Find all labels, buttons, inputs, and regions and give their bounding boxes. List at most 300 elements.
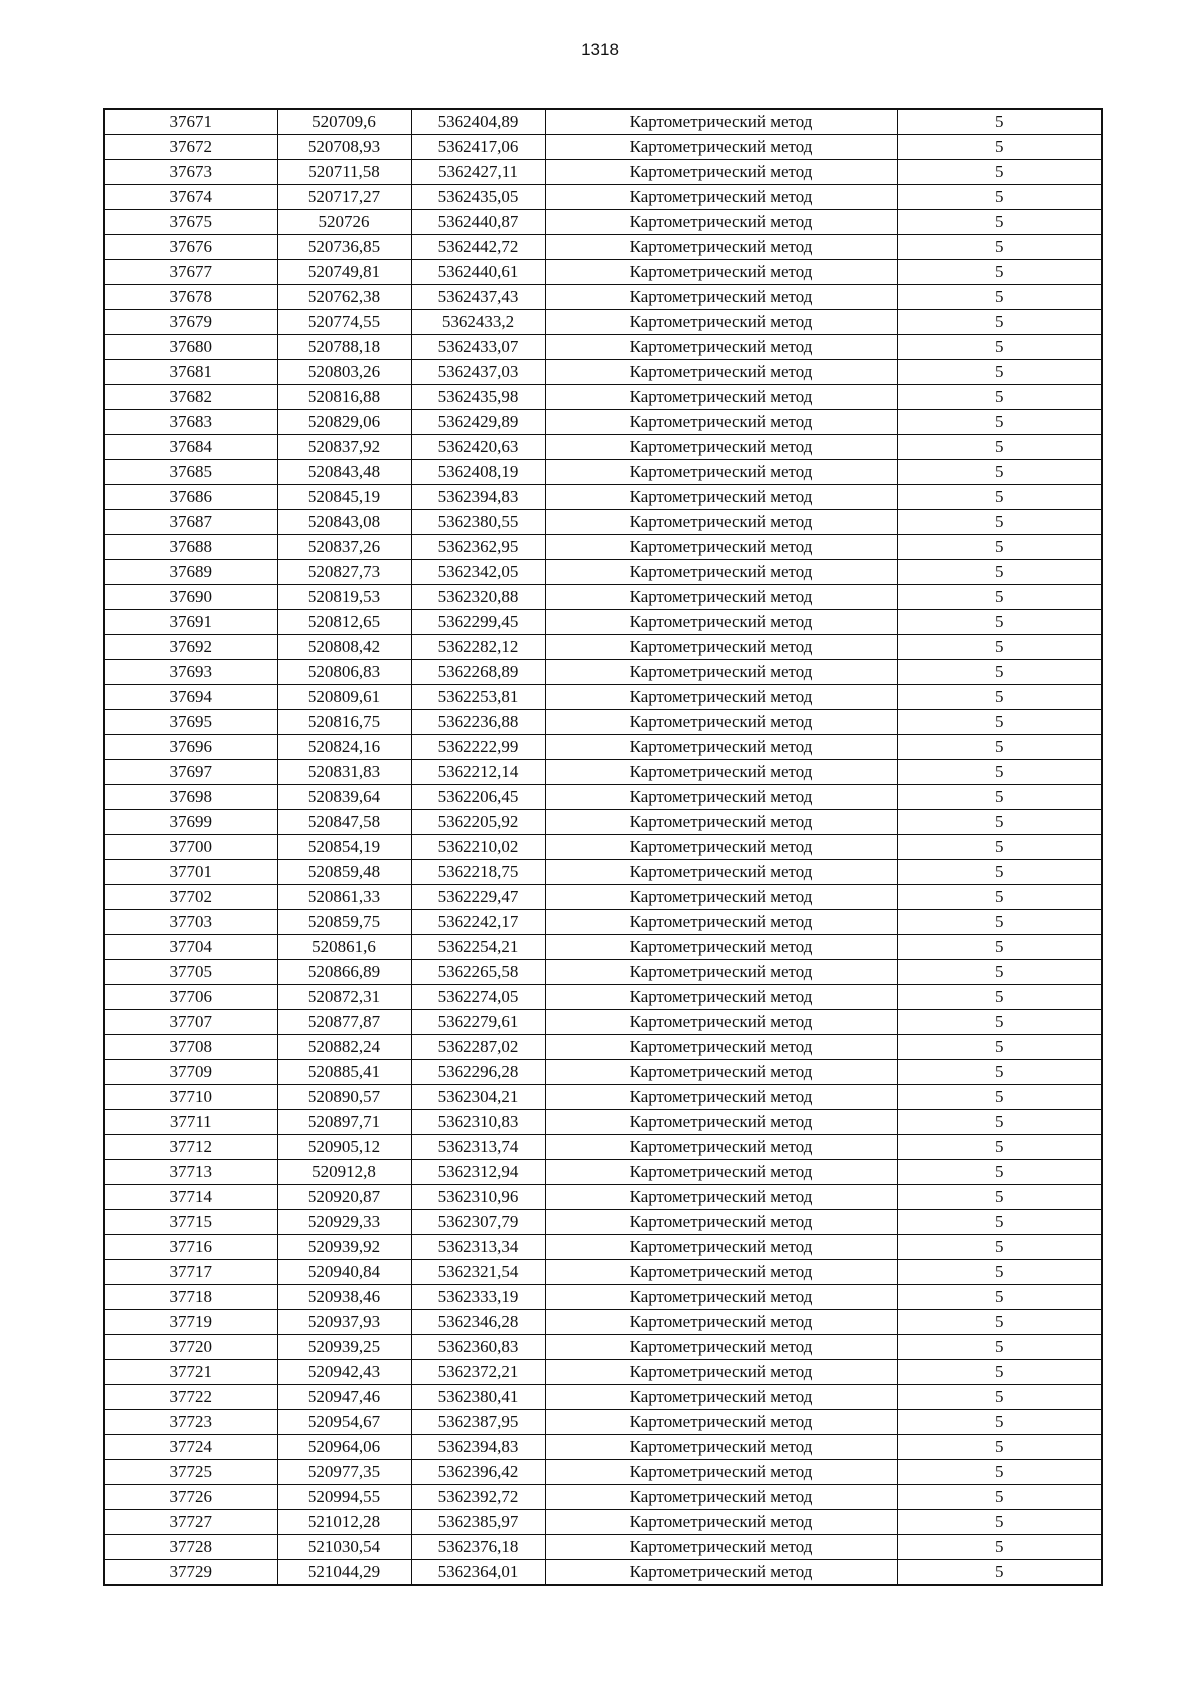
accuracy-cell: 5 (897, 385, 1102, 410)
x-coordinate-cell: 520843,08 (277, 510, 411, 535)
x-coordinate-cell: 520762,38 (277, 285, 411, 310)
table-row (104, 1385, 1102, 1410)
table-row (104, 385, 1102, 410)
method-cell: Картометрический метод (545, 235, 897, 260)
y-coordinate-cell: 5362380,41 (411, 1385, 545, 1410)
y-coordinate-cell: 5362408,19 (411, 460, 545, 485)
point-number-cell: 37713 (104, 1160, 277, 1185)
point-number-cell: 37673 (104, 160, 277, 185)
accuracy-cell: 5 (897, 410, 1102, 435)
table-row (104, 109, 1102, 135)
y-coordinate-cell: 5362392,72 (411, 1485, 545, 1510)
y-coordinate-cell: 5362312,94 (411, 1160, 545, 1185)
accuracy-cell: 5 (897, 1010, 1102, 1035)
point-number-cell: 37723 (104, 1410, 277, 1435)
table-row (104, 210, 1102, 235)
point-number-cell: 37706 (104, 985, 277, 1010)
method-cell: Картометрический метод (545, 1035, 897, 1060)
x-coordinate-cell: 520929,33 (277, 1210, 411, 1235)
y-coordinate-cell: 5362218,75 (411, 860, 545, 885)
method-cell: Картометрический метод (545, 985, 897, 1010)
y-coordinate-cell: 5362372,21 (411, 1360, 545, 1385)
table-row (104, 1235, 1102, 1260)
x-coordinate-cell: 520736,85 (277, 235, 411, 260)
y-coordinate-cell: 5362440,87 (411, 210, 545, 235)
x-coordinate-cell: 520994,55 (277, 1485, 411, 1510)
method-cell: Картометрический метод (545, 1285, 897, 1310)
x-coordinate-cell: 520711,58 (277, 160, 411, 185)
x-coordinate-cell: 520837,26 (277, 535, 411, 560)
accuracy-cell: 5 (897, 535, 1102, 560)
x-coordinate-cell: 520861,6 (277, 935, 411, 960)
accuracy-cell: 5 (897, 635, 1102, 660)
y-coordinate-cell: 5362212,14 (411, 760, 545, 785)
table-row (104, 910, 1102, 935)
method-cell: Картометрический метод (545, 785, 897, 810)
x-coordinate-cell: 520726 (277, 210, 411, 235)
x-coordinate-cell: 520845,19 (277, 485, 411, 510)
table-row (104, 1435, 1102, 1460)
y-coordinate-cell: 5362313,34 (411, 1235, 545, 1260)
point-number-cell: 37693 (104, 660, 277, 685)
y-coordinate-cell: 5362299,45 (411, 610, 545, 635)
method-cell: Картометрический метод (545, 760, 897, 785)
method-cell: Картометрический метод (545, 1235, 897, 1260)
accuracy-cell: 5 (897, 735, 1102, 760)
point-number-cell: 37718 (104, 1285, 277, 1310)
y-coordinate-cell: 5362210,02 (411, 835, 545, 860)
table-row (104, 1160, 1102, 1185)
point-number-cell: 37678 (104, 285, 277, 310)
x-coordinate-cell: 520937,93 (277, 1310, 411, 1335)
method-cell: Картометрический метод (545, 1260, 897, 1285)
accuracy-cell: 5 (897, 960, 1102, 985)
point-number-cell: 37671 (104, 109, 277, 135)
method-cell: Картометрический метод (545, 1510, 897, 1535)
table-row (104, 535, 1102, 560)
x-coordinate-cell: 520837,92 (277, 435, 411, 460)
y-coordinate-cell: 5362417,06 (411, 135, 545, 160)
x-coordinate-cell: 520905,12 (277, 1135, 411, 1160)
x-coordinate-cell: 520859,75 (277, 910, 411, 935)
x-coordinate-cell: 520912,8 (277, 1160, 411, 1185)
accuracy-cell: 5 (897, 485, 1102, 510)
method-cell: Картометрический метод (545, 285, 897, 310)
y-coordinate-cell: 5362362,95 (411, 535, 545, 560)
method-cell: Картометрический метод (545, 1310, 897, 1335)
method-cell: Картометрический метод (545, 535, 897, 560)
accuracy-cell: 5 (897, 1135, 1102, 1160)
x-coordinate-cell: 520839,64 (277, 785, 411, 810)
method-cell: Картометрический метод (545, 610, 897, 635)
x-coordinate-cell: 520824,16 (277, 735, 411, 760)
point-number-cell: 37687 (104, 510, 277, 535)
table-row (104, 1035, 1102, 1060)
point-number-cell: 37728 (104, 1535, 277, 1560)
method-cell: Картометрический метод (545, 109, 897, 135)
y-coordinate-cell: 5362429,89 (411, 410, 545, 435)
method-cell: Картометрический метод (545, 910, 897, 935)
table-row (104, 735, 1102, 760)
y-coordinate-cell: 5362287,02 (411, 1035, 545, 1060)
point-number-cell: 37721 (104, 1360, 277, 1385)
x-coordinate-cell: 520954,67 (277, 1410, 411, 1435)
table-row (104, 360, 1102, 385)
y-coordinate-cell: 5362360,83 (411, 1335, 545, 1360)
accuracy-cell: 5 (897, 1310, 1102, 1335)
y-coordinate-cell: 5362307,79 (411, 1210, 545, 1235)
y-coordinate-cell: 5362440,61 (411, 260, 545, 285)
x-coordinate-cell: 520816,75 (277, 710, 411, 735)
accuracy-cell: 5 (897, 1435, 1102, 1460)
table-row (104, 585, 1102, 610)
method-cell: Картометрический метод (545, 1010, 897, 1035)
accuracy-cell: 5 (897, 885, 1102, 910)
point-number-cell: 37685 (104, 460, 277, 485)
x-coordinate-cell: 520831,83 (277, 760, 411, 785)
point-number-cell: 37698 (104, 785, 277, 810)
point-number-cell: 37677 (104, 260, 277, 285)
accuracy-cell: 5 (897, 1360, 1102, 1385)
x-coordinate-cell: 520882,24 (277, 1035, 411, 1060)
table-row (104, 785, 1102, 810)
method-cell: Картометрический метод (545, 185, 897, 210)
accuracy-cell: 5 (897, 260, 1102, 285)
table-row (104, 760, 1102, 785)
table-row (104, 1060, 1102, 1085)
y-coordinate-cell: 5362442,72 (411, 235, 545, 260)
x-coordinate-cell: 520788,18 (277, 335, 411, 360)
table-row (104, 260, 1102, 285)
y-coordinate-cell: 5362310,96 (411, 1185, 545, 1210)
x-coordinate-cell: 520947,46 (277, 1385, 411, 1410)
method-cell: Картометрический метод (545, 360, 897, 385)
method-cell: Картометрический метод (545, 210, 897, 235)
table-row (104, 435, 1102, 460)
method-cell: Картометрический метод (545, 260, 897, 285)
table-row (104, 310, 1102, 335)
method-cell: Картометрический метод (545, 135, 897, 160)
table-body (104, 109, 1102, 1585)
accuracy-cell: 5 (897, 610, 1102, 635)
method-cell: Картометрический метод (545, 1385, 897, 1410)
accuracy-cell: 5 (897, 860, 1102, 885)
x-coordinate-cell: 520829,06 (277, 410, 411, 435)
accuracy-cell: 5 (897, 560, 1102, 585)
x-coordinate-cell: 520890,57 (277, 1085, 411, 1110)
point-number-cell: 37714 (104, 1185, 277, 1210)
point-number-cell: 37720 (104, 1335, 277, 1360)
x-coordinate-cell: 520709,6 (277, 109, 411, 135)
point-number-cell: 37724 (104, 1435, 277, 1460)
y-coordinate-cell: 5362433,2 (411, 310, 545, 335)
accuracy-cell: 5 (897, 185, 1102, 210)
point-number-cell: 37725 (104, 1460, 277, 1485)
y-coordinate-cell: 5362206,45 (411, 785, 545, 810)
accuracy-cell: 5 (897, 1510, 1102, 1535)
y-coordinate-cell: 5362265,58 (411, 960, 545, 985)
x-coordinate-cell: 520859,48 (277, 860, 411, 885)
accuracy-cell: 5 (897, 1035, 1102, 1060)
method-cell: Картометрический метод (545, 1535, 897, 1560)
accuracy-cell: 5 (897, 835, 1102, 860)
x-coordinate-cell: 520866,89 (277, 960, 411, 985)
method-cell: Картометрический метод (545, 1060, 897, 1085)
y-coordinate-cell: 5362404,89 (411, 109, 545, 135)
point-number-cell: 37680 (104, 335, 277, 360)
accuracy-cell: 5 (897, 1335, 1102, 1360)
point-number-cell: 37676 (104, 235, 277, 260)
x-coordinate-cell: 520942,43 (277, 1360, 411, 1385)
method-cell: Картометрический метод (545, 585, 897, 610)
x-coordinate-cell: 520843,48 (277, 460, 411, 485)
accuracy-cell: 5 (897, 285, 1102, 310)
accuracy-cell: 5 (897, 335, 1102, 360)
table-row (104, 160, 1102, 185)
point-number-cell: 37700 (104, 835, 277, 860)
point-number-cell: 37716 (104, 1235, 277, 1260)
y-coordinate-cell: 5362396,42 (411, 1460, 545, 1485)
method-cell: Картометрический метод (545, 560, 897, 585)
table-row (104, 1560, 1102, 1586)
point-number-cell: 37704 (104, 935, 277, 960)
table-row (104, 1185, 1102, 1210)
accuracy-cell: 5 (897, 1410, 1102, 1435)
y-coordinate-cell: 5362296,28 (411, 1060, 545, 1085)
table-row (104, 960, 1102, 985)
point-number-cell: 37705 (104, 960, 277, 985)
accuracy-cell: 5 (897, 210, 1102, 235)
point-number-cell: 37691 (104, 610, 277, 635)
table-row (104, 335, 1102, 360)
y-coordinate-cell: 5362268,89 (411, 660, 545, 685)
method-cell: Картометрический метод (545, 860, 897, 885)
accuracy-cell: 5 (897, 685, 1102, 710)
table-row (104, 1210, 1102, 1235)
point-number-cell: 37696 (104, 735, 277, 760)
accuracy-cell: 5 (897, 1110, 1102, 1135)
accuracy-cell: 5 (897, 109, 1102, 135)
point-number-cell: 37715 (104, 1210, 277, 1235)
x-coordinate-cell: 520940,84 (277, 1260, 411, 1285)
point-number-cell: 37710 (104, 1085, 277, 1110)
y-coordinate-cell: 5362310,83 (411, 1110, 545, 1135)
point-number-cell: 37688 (104, 535, 277, 560)
method-cell: Картометрический метод (545, 635, 897, 660)
point-number-cell: 37679 (104, 310, 277, 335)
accuracy-cell: 5 (897, 135, 1102, 160)
accuracy-cell: 5 (897, 710, 1102, 735)
method-cell: Картометрический метод (545, 685, 897, 710)
point-number-cell: 37694 (104, 685, 277, 710)
y-coordinate-cell: 5362346,28 (411, 1310, 545, 1335)
table-row (104, 1085, 1102, 1110)
y-coordinate-cell: 5362279,61 (411, 1010, 545, 1035)
y-coordinate-cell: 5362437,03 (411, 360, 545, 385)
x-coordinate-cell: 520897,71 (277, 1110, 411, 1135)
y-coordinate-cell: 5362320,88 (411, 585, 545, 610)
x-coordinate-cell: 520939,25 (277, 1335, 411, 1360)
table-row (104, 1460, 1102, 1485)
point-number-cell: 37707 (104, 1010, 277, 1035)
point-number-cell: 37689 (104, 560, 277, 585)
accuracy-cell: 5 (897, 1185, 1102, 1210)
y-coordinate-cell: 5362229,47 (411, 885, 545, 910)
method-cell: Картометрический метод (545, 1410, 897, 1435)
table-row (104, 985, 1102, 1010)
point-number-cell: 37729 (104, 1560, 277, 1586)
point-number-cell: 37709 (104, 1060, 277, 1085)
x-coordinate-cell: 520885,41 (277, 1060, 411, 1085)
method-cell: Картометрический метод (545, 310, 897, 335)
table-row (104, 1335, 1102, 1360)
table-row (104, 1285, 1102, 1310)
method-cell: Картометрический метод (545, 960, 897, 985)
accuracy-cell: 5 (897, 1210, 1102, 1235)
method-cell: Картометрический метод (545, 935, 897, 960)
point-number-cell: 37712 (104, 1135, 277, 1160)
point-number-cell: 37675 (104, 210, 277, 235)
table-row (104, 560, 1102, 585)
x-coordinate-cell: 520964,06 (277, 1435, 411, 1460)
method-cell: Картометрический метод (545, 1560, 897, 1586)
table-row (104, 510, 1102, 535)
accuracy-cell: 5 (897, 1560, 1102, 1586)
x-coordinate-cell: 520854,19 (277, 835, 411, 860)
method-cell: Картометрический метод (545, 710, 897, 735)
method-cell: Картометрический метод (545, 460, 897, 485)
point-number-cell: 37702 (104, 885, 277, 910)
y-coordinate-cell: 5362342,05 (411, 560, 545, 585)
method-cell: Картометрический метод (545, 1135, 897, 1160)
point-number-cell: 37699 (104, 810, 277, 835)
y-coordinate-cell: 5362274,05 (411, 985, 545, 1010)
point-number-cell: 37686 (104, 485, 277, 510)
table-row (104, 1535, 1102, 1560)
y-coordinate-cell: 5362236,88 (411, 710, 545, 735)
y-coordinate-cell: 5362427,11 (411, 160, 545, 185)
method-cell: Картометрический метод (545, 1160, 897, 1185)
point-number-cell: 37717 (104, 1260, 277, 1285)
y-coordinate-cell: 5362222,99 (411, 735, 545, 760)
point-number-cell: 37708 (104, 1035, 277, 1060)
accuracy-cell: 5 (897, 1160, 1102, 1185)
coordinates-table (103, 108, 1103, 1586)
point-number-cell: 37683 (104, 410, 277, 435)
method-cell: Картометрический метод (545, 1110, 897, 1135)
x-coordinate-cell: 520847,58 (277, 810, 411, 835)
table-row (104, 860, 1102, 885)
table-row (104, 1310, 1102, 1335)
table-row (104, 885, 1102, 910)
accuracy-cell: 5 (897, 235, 1102, 260)
method-cell: Картометрический метод (545, 660, 897, 685)
y-coordinate-cell: 5362364,01 (411, 1560, 545, 1586)
x-coordinate-cell: 520938,46 (277, 1285, 411, 1310)
accuracy-cell: 5 (897, 1235, 1102, 1260)
x-coordinate-cell: 520708,93 (277, 135, 411, 160)
y-coordinate-cell: 5362380,55 (411, 510, 545, 535)
x-coordinate-cell: 521012,28 (277, 1510, 411, 1535)
point-number-cell: 37690 (104, 585, 277, 610)
table-row (104, 460, 1102, 485)
table-row (104, 1360, 1102, 1385)
point-number-cell: 37695 (104, 710, 277, 735)
accuracy-cell: 5 (897, 760, 1102, 785)
method-cell: Картометрический метод (545, 435, 897, 460)
table-row (104, 410, 1102, 435)
method-cell: Картометрический метод (545, 335, 897, 360)
y-coordinate-cell: 5362254,21 (411, 935, 545, 960)
table-row (104, 1485, 1102, 1510)
x-coordinate-cell: 520816,88 (277, 385, 411, 410)
method-cell: Картометрический метод (545, 1210, 897, 1235)
point-number-cell: 37727 (104, 1510, 277, 1535)
y-coordinate-cell: 5362420,63 (411, 435, 545, 460)
y-coordinate-cell: 5362385,97 (411, 1510, 545, 1535)
accuracy-cell: 5 (897, 660, 1102, 685)
x-coordinate-cell: 520803,26 (277, 360, 411, 385)
point-number-cell: 37719 (104, 1310, 277, 1335)
method-cell: Картометрический метод (545, 1460, 897, 1485)
y-coordinate-cell: 5362435,98 (411, 385, 545, 410)
table-row (104, 135, 1102, 160)
x-coordinate-cell: 521030,54 (277, 1535, 411, 1560)
method-cell: Картометрический метод (545, 385, 897, 410)
y-coordinate-cell: 5362304,21 (411, 1085, 545, 1110)
table-row (104, 935, 1102, 960)
x-coordinate-cell: 520809,61 (277, 685, 411, 710)
table-row (104, 810, 1102, 835)
accuracy-cell: 5 (897, 785, 1102, 810)
table-row (104, 685, 1102, 710)
point-number-cell: 37682 (104, 385, 277, 410)
accuracy-cell: 5 (897, 360, 1102, 385)
method-cell: Картометрический метод (545, 410, 897, 435)
table-row (104, 1410, 1102, 1435)
x-coordinate-cell: 520774,55 (277, 310, 411, 335)
x-coordinate-cell: 520877,87 (277, 1010, 411, 1035)
point-number-cell: 37672 (104, 135, 277, 160)
accuracy-cell: 5 (897, 585, 1102, 610)
method-cell: Картометрический метод (545, 810, 897, 835)
accuracy-cell: 5 (897, 1385, 1102, 1410)
accuracy-cell: 5 (897, 310, 1102, 335)
point-number-cell: 37701 (104, 860, 277, 885)
point-number-cell: 37692 (104, 635, 277, 660)
table-row (104, 610, 1102, 635)
x-coordinate-cell: 520920,87 (277, 1185, 411, 1210)
accuracy-cell: 5 (897, 1260, 1102, 1285)
method-cell: Картометрический метод (545, 835, 897, 860)
accuracy-cell: 5 (897, 1085, 1102, 1110)
table-row (104, 185, 1102, 210)
y-coordinate-cell: 5362394,83 (411, 1435, 545, 1460)
y-coordinate-cell: 5362437,43 (411, 285, 545, 310)
table-row (104, 1135, 1102, 1160)
accuracy-cell: 5 (897, 935, 1102, 960)
accuracy-cell: 5 (897, 985, 1102, 1010)
x-coordinate-cell: 520812,65 (277, 610, 411, 635)
point-number-cell: 37703 (104, 910, 277, 935)
x-coordinate-cell: 520861,33 (277, 885, 411, 910)
y-coordinate-cell: 5362282,12 (411, 635, 545, 660)
point-number-cell: 37697 (104, 760, 277, 785)
x-coordinate-cell: 520808,42 (277, 635, 411, 660)
y-coordinate-cell: 5362321,54 (411, 1260, 545, 1285)
accuracy-cell: 5 (897, 435, 1102, 460)
y-coordinate-cell: 5362435,05 (411, 185, 545, 210)
